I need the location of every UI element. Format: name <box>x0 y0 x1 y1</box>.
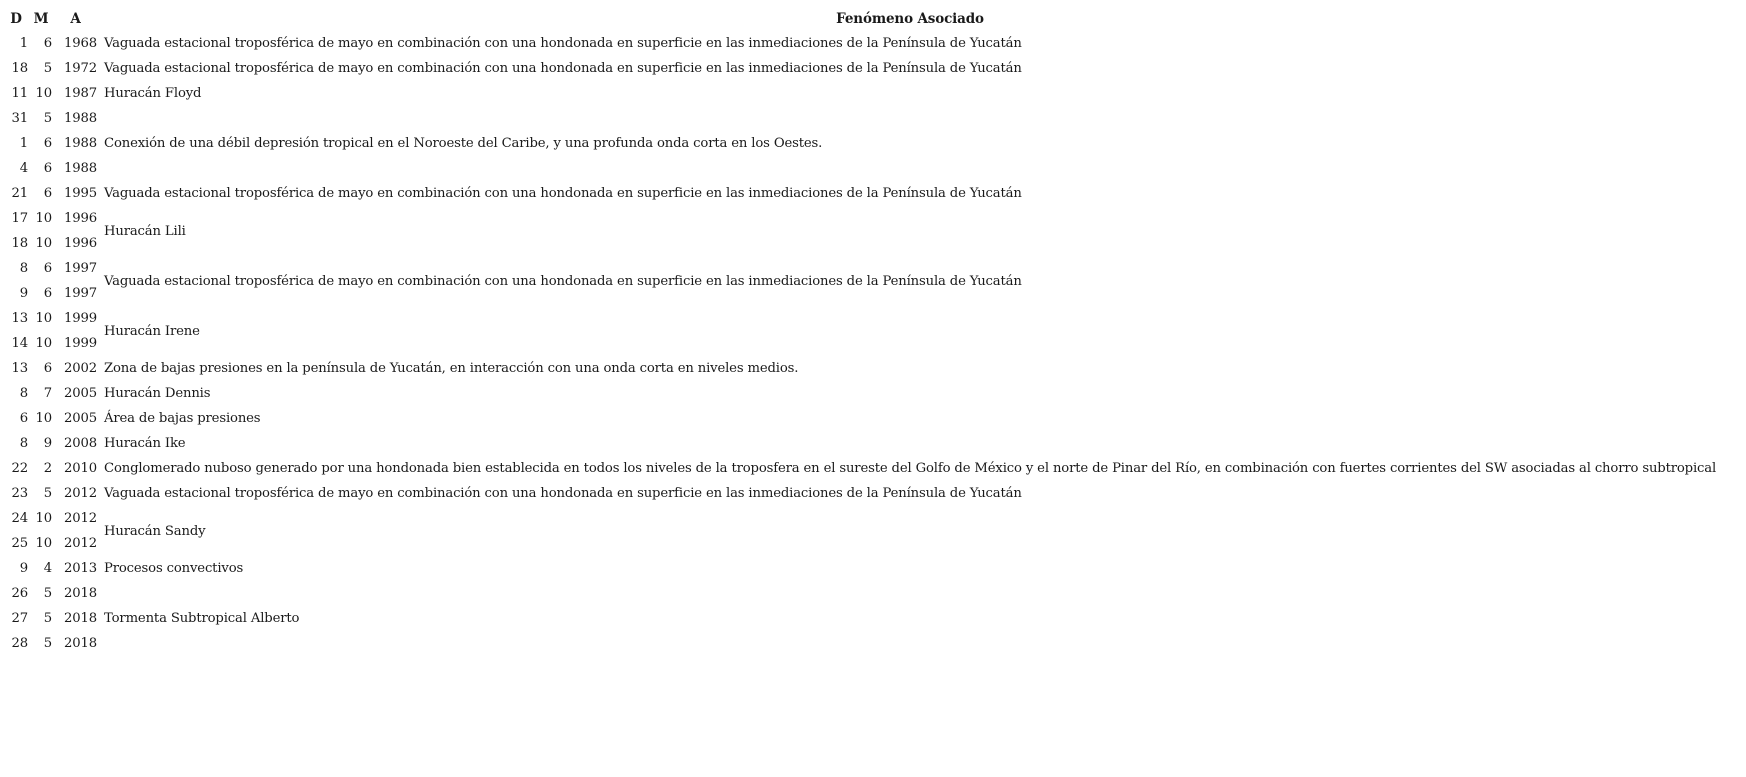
cell-day: 13 <box>11 311 28 326</box>
cell-day: 8 <box>19 386 28 401</box>
cell-year: 2010 <box>64 461 97 476</box>
cell-month: 10 <box>35 511 52 526</box>
table-row <box>4 106 1716 131</box>
table-row <box>4 581 1716 606</box>
table-row <box>4 606 1716 631</box>
cell-year: 1988 <box>64 161 97 176</box>
cell-year: 1988 <box>64 111 97 126</box>
table-row <box>4 206 1716 231</box>
events-table <box>4 6 1716 656</box>
table-row <box>4 256 1716 281</box>
table-row <box>4 506 1716 531</box>
cell-month: 6 <box>43 161 52 176</box>
cell-year: 2002 <box>64 361 97 376</box>
events-table-container <box>4 6 1716 656</box>
cell-year: 2008 <box>64 436 97 451</box>
cell-month: 4 <box>43 561 52 576</box>
cell-month: 5 <box>43 61 52 76</box>
table-row <box>4 406 1716 431</box>
table-row <box>4 156 1716 181</box>
cell-year: 2018 <box>64 586 97 601</box>
cell-month: 6 <box>43 186 52 201</box>
cell-day: 9 <box>19 561 28 576</box>
cell-phenomenon: Conglomerado nuboso generado por una hondonada bien establecida en todos los niveles de la troposfera en el sureste del Golfo de México y el norte de Pinar del Río, en combinación con fuertes corrientes del SW asociadas al chorro subtropical <box>104 461 1717 476</box>
cell-day: 31 <box>11 111 28 126</box>
cell-phenomenon: Vaguada estacional troposférica de mayo en combinación con una hondonada en superficie en las inmediaciones de la Península de Yucatán <box>104 486 1022 501</box>
cell-year: 1997 <box>64 286 97 301</box>
table-row <box>4 31 1716 56</box>
cell-day: 21 <box>11 186 28 201</box>
table-row <box>4 381 1716 406</box>
cell-day: 8 <box>19 261 28 276</box>
cell-phenomenon: Vaguada estacional troposférica de mayo en combinación con una hondonada en superficie en las inmediaciones de la Península de Yucatán <box>104 36 1022 51</box>
table-header-row <box>4 6 1716 31</box>
table-row <box>4 306 1716 331</box>
cell-day: 27 <box>11 611 28 626</box>
table-row <box>4 131 1716 156</box>
cell-month: 6 <box>43 36 52 51</box>
cell-year: 2012 <box>64 486 97 501</box>
cell-phenomenon: Zona de bajas presiones en la península de Yucatán, en interacción con una onda corta en niveles medios. <box>104 361 799 376</box>
cell-month: 10 <box>35 236 52 251</box>
header-year: A <box>70 10 81 27</box>
cell-phenomenon: Huracán Irene <box>104 323 200 339</box>
cell-day: 22 <box>11 461 28 476</box>
table-row <box>4 56 1716 81</box>
cell-year: 1996 <box>64 211 97 226</box>
cell-phenomenon <box>99 106 1716 131</box>
cell-year: 2018 <box>64 611 97 626</box>
cell-month: 5 <box>43 486 52 501</box>
cell-day: 1 <box>19 136 28 151</box>
table-row <box>4 556 1716 581</box>
table-row <box>4 181 1716 206</box>
cell-month: 7 <box>43 386 52 401</box>
cell-year: 2018 <box>64 636 97 651</box>
cell-phenomenon: Huracán Sandy <box>104 523 206 539</box>
cell-month: 6 <box>43 361 52 376</box>
cell-day: 8 <box>19 436 28 451</box>
cell-month: 6 <box>43 261 52 276</box>
cell-year: 1995 <box>64 186 97 201</box>
cell-day: 18 <box>11 236 28 251</box>
cell-day: 25 <box>11 536 28 551</box>
cell-phenomenon <box>99 581 1716 606</box>
table-row <box>4 631 1716 656</box>
cell-month: 10 <box>35 411 52 426</box>
cell-day: 17 <box>11 211 28 226</box>
cell-month: 9 <box>43 436 52 451</box>
cell-year: 2005 <box>64 386 97 401</box>
cell-phenomenon <box>99 631 1716 656</box>
cell-month: 6 <box>43 136 52 151</box>
cell-month: 10 <box>35 336 52 351</box>
cell-day: 11 <box>11 86 28 101</box>
cell-month: 5 <box>43 586 52 601</box>
cell-day: 23 <box>11 486 28 501</box>
cell-year: 1999 <box>64 336 97 351</box>
cell-phenomenon: Vaguada estacional troposférica de mayo en combinación con una hondonada en superficie en las inmediaciones de la Península de Yucatán <box>104 61 1022 76</box>
cell-year: 1999 <box>64 311 97 326</box>
cell-day: 24 <box>11 511 28 526</box>
cell-year: 1996 <box>64 236 97 251</box>
cell-year: 1988 <box>64 136 97 151</box>
cell-year: 2012 <box>64 511 97 526</box>
cell-year: 2013 <box>64 561 97 576</box>
cell-phenomenon: Huracán Floyd <box>104 86 202 101</box>
cell-month: 10 <box>35 211 52 226</box>
table-row <box>4 456 1716 481</box>
cell-day: 6 <box>19 411 28 426</box>
table-body <box>4 31 1716 656</box>
cell-month: 10 <box>35 311 52 326</box>
cell-day: 4 <box>19 161 28 176</box>
cell-month: 10 <box>35 86 52 101</box>
table-row <box>4 431 1716 456</box>
cell-phenomenon: Huracán Lili <box>104 223 186 239</box>
cell-day: 9 <box>19 286 28 301</box>
cell-month: 10 <box>35 536 52 551</box>
cell-phenomenon <box>99 156 1716 181</box>
table-row <box>4 81 1716 106</box>
header-month: M <box>33 10 49 27</box>
header-day: D <box>10 10 22 27</box>
cell-phenomenon: Huracán Ike <box>104 436 186 451</box>
cell-phenomenon: Conexión de una débil depresión tropical en el Noroeste del Caribe, y una profunda onda corta en los Oestes. <box>104 136 823 151</box>
cell-day: 14 <box>11 336 28 351</box>
header-phenomenon: Fenómeno Asociado <box>836 10 984 27</box>
cell-month: 5 <box>43 611 52 626</box>
table-row <box>4 481 1716 506</box>
cell-year: 1987 <box>64 86 97 101</box>
cell-day: 28 <box>11 636 28 651</box>
cell-day: 13 <box>11 361 28 376</box>
cell-month: 2 <box>43 461 52 476</box>
cell-day: 1 <box>19 36 28 51</box>
table-row <box>4 356 1716 381</box>
cell-phenomenon: Vaguada estacional troposférica de mayo en combinación con una hondonada en superficie en las inmediaciones de la Península de Yucatán <box>104 273 1022 289</box>
cell-month: 5 <box>43 111 52 126</box>
cell-month: 5 <box>43 636 52 651</box>
cell-year: 1997 <box>64 261 97 276</box>
cell-month: 6 <box>43 286 52 301</box>
cell-phenomenon: Área de bajas presiones <box>104 411 261 426</box>
cell-phenomenon: Tormenta Subtropical Alberto <box>104 611 300 626</box>
cell-day: 18 <box>11 61 28 76</box>
cell-year: 1972 <box>64 61 97 76</box>
cell-phenomenon: Procesos convectivos <box>104 561 244 576</box>
cell-phenomenon: Huracán Dennis <box>104 386 211 401</box>
cell-year: 2012 <box>64 536 97 551</box>
cell-year: 2005 <box>64 411 97 426</box>
cell-phenomenon: Vaguada estacional troposférica de mayo en combinación con una hondonada en superficie en las inmediaciones de la Península de Yucatán <box>104 186 1022 201</box>
cell-year: 1968 <box>64 36 97 51</box>
cell-day: 26 <box>11 586 28 601</box>
